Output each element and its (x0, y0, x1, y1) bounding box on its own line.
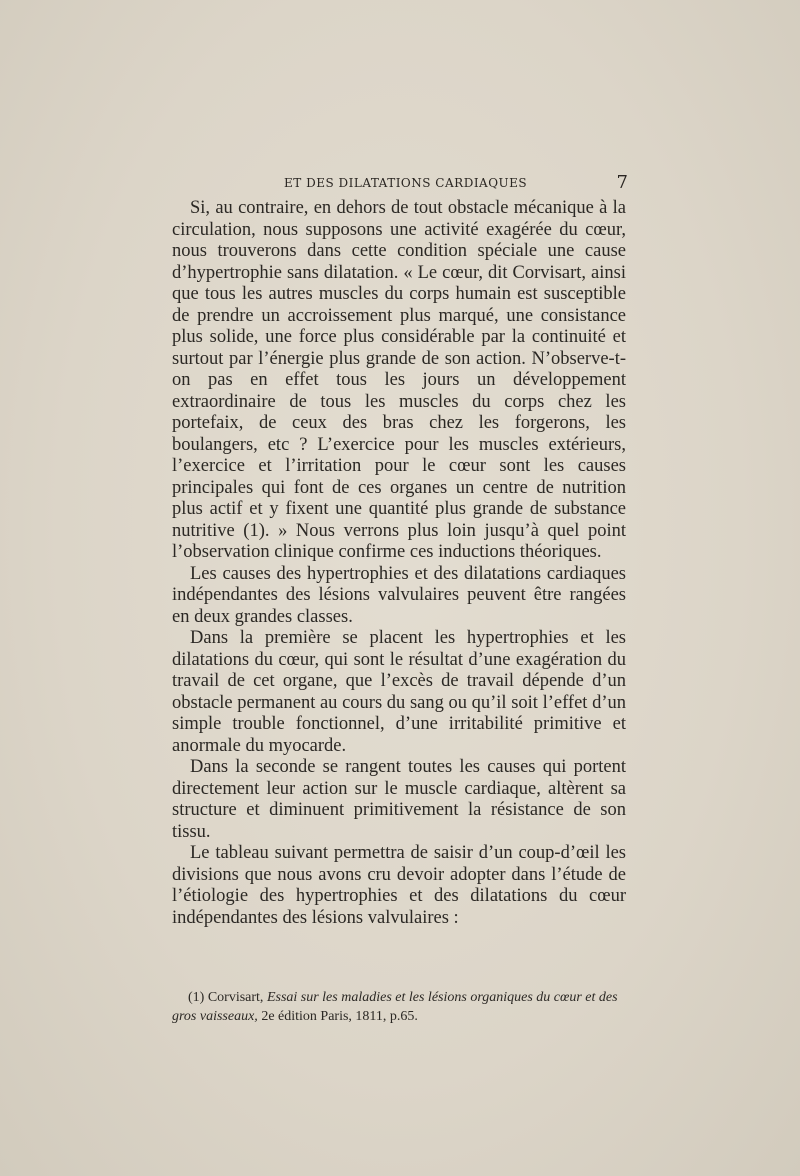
paragraph-4: Dans la seconde se rangent toutes les causes qui portent directement leur action sur le muscle cardiaque, altèrent sa structure et diminuent primitivement la résistance de son tissu. (172, 757, 626, 842)
running-title: ET DES DILATATIONS CARDIAQUES (284, 176, 528, 190)
paragraph-1: Si, au contraire, en dehors de tout obstacle mécanique à la circulation, nous supposons une activité exagérée du cœur, nous trouverons dans cette condition spéciale une cause d’hypertrophie sans dilatation. « Le cœur, dit Corvisart, ainsi que tous les autres muscles du corps humain est susceptible de prendre un accroissement plus marqué, une consistance plus solide, une force plus considérable par la continuité et surtout par l’énergie plus grande de son action. N’observe-t-on pas en effet tous les jours un développement extraordinaire de tous les muscles du corps chez les portefaix, de ceux des bras chez les forgerons, les boulangers, etc ? L’exercice pour les muscles extérieurs, l’exercice et l’irritation pour le cœur sont les causes principales qui font de ces organes un centre de nutrition plus actif et y fixent une quantité plus grande de substance nutritive (1). » Nous verrons plus loin jusqu’à quel point l’observation clinique confirme ces inductions théoriques. (172, 198, 626, 562)
footnote-text (172, 988, 626, 1026)
page-header (172, 172, 628, 196)
body-text (172, 198, 626, 929)
footnote-title: Essai sur les maladies et les lésions organiques du cœur et des gros vaisseaux, (172, 990, 618, 1024)
paragraph-2: Les causes des hypertrophies et des dilatations cardiaques indépendantes des lésions valvulaires peuvent être rangées en deux grandes classes. (172, 563, 626, 627)
page-number: 7 (616, 172, 628, 193)
footnote-rest: 2e édition Paris, 1811, p.65. (257, 1009, 418, 1024)
paragraph-5: Le tableau suivant permettra de saisir d’un coup-d’œil les divisions que nous avons cru devoir adopter dans l’étude de l’étiologie des hypertrophies et des dilatations du cœur indépendantes des lésions valvulaires : (172, 843, 626, 928)
footnote (172, 988, 626, 1026)
footnote-marker: (1) Corvisart, (188, 990, 267, 1005)
paragraph-3: Dans la première se placent les hypertrophies et les dilatations du cœur, qui sont le résultat d’une exagération du travail de cet organe, que l’excès de travail dépende d’un obstacle permanent au cours du sang ou qu’il soit l’effet d’un simple trouble fonctionnel, d’une irritabilité primitive et anormale du myocarde. (172, 628, 626, 756)
